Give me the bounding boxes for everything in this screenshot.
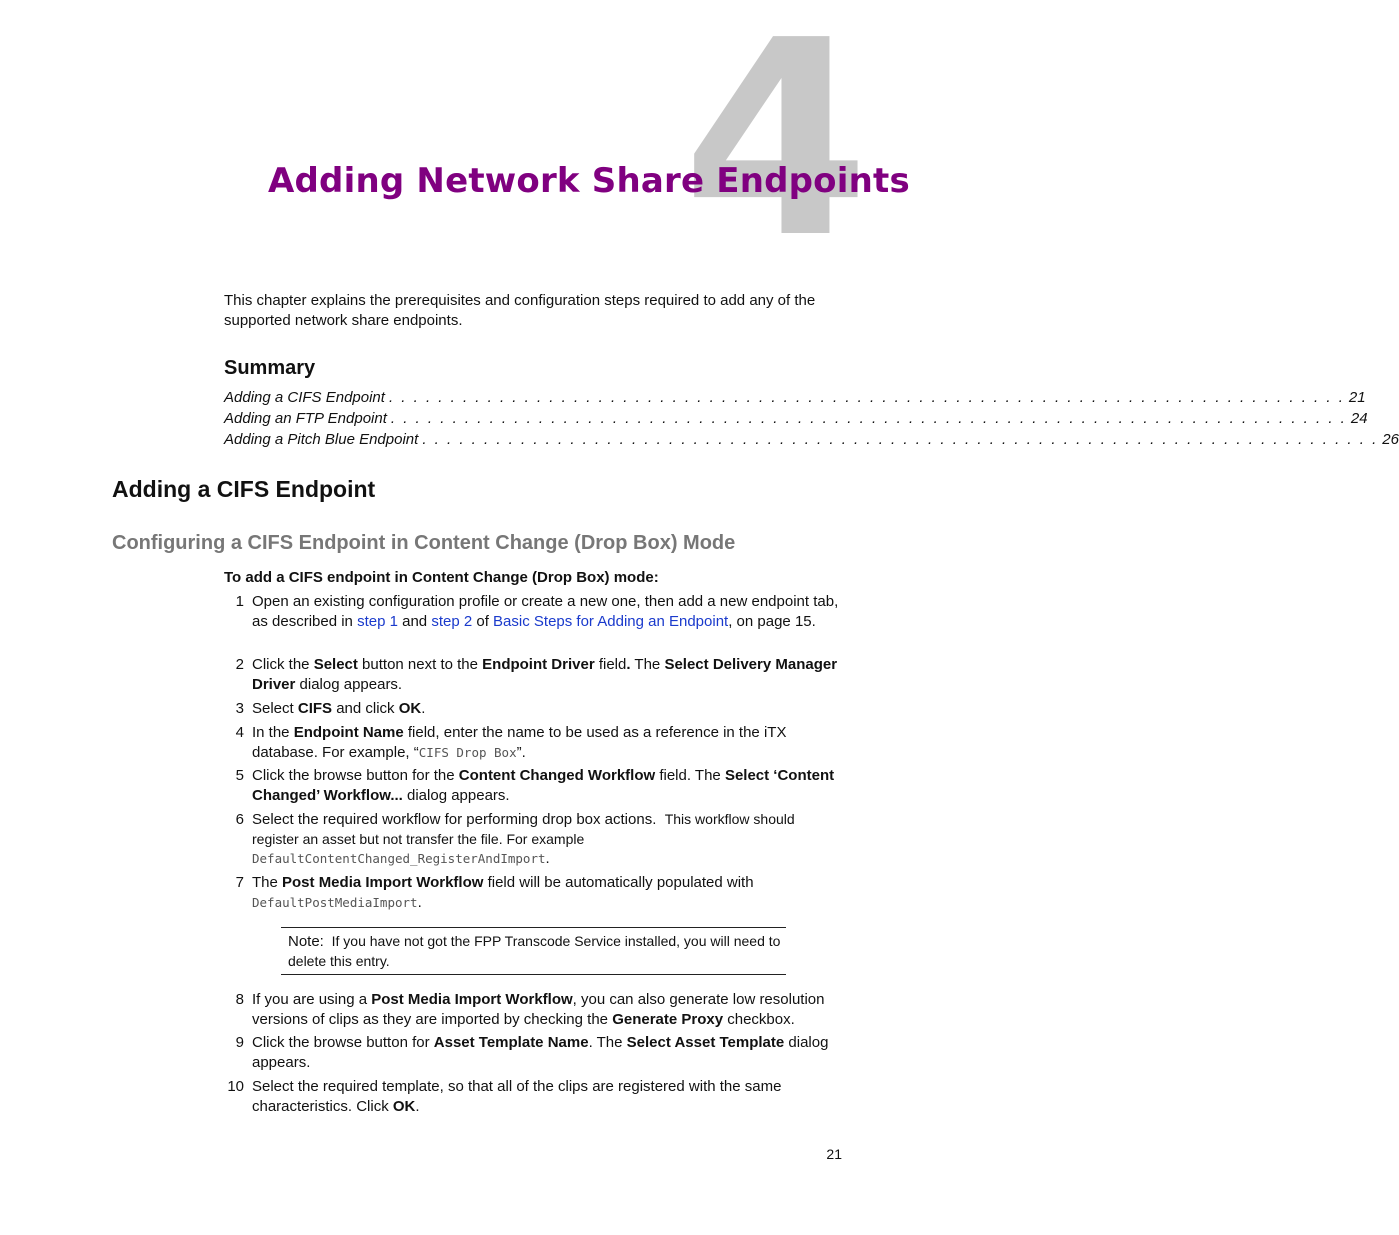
toc-entry-ftp[interactable]	[224, 408, 1368, 429]
toc-entry-pitch-blue[interactable]	[224, 429, 1399, 450]
step-number: 1	[235, 593, 244, 610]
step-number: 7	[235, 874, 244, 891]
step-1-link[interactable]: step 1	[357, 612, 398, 630]
procedure-intro: To add a CIFS endpoint in Content Change (Drop Box) mode:	[224, 569, 659, 586]
example-code: CIFS Drop Box	[418, 744, 517, 760]
step-number: 2	[235, 656, 244, 673]
intro-paragraph: This chapter explains the prerequisites and configuration steps required to add any of the supported network share endpoints.	[224, 292, 816, 329]
chapter-title: Adding Network Share Endpoints	[268, 161, 910, 201]
step-text: Select the required workflow for performing drop box actions. This workflow should register an asset but not transfer the file. For example DefaultContentChanged_RegisterAndImport.	[252, 811, 795, 867]
summary-heading: Summary	[224, 357, 316, 379]
step-2-link[interactable]: step 2	[431, 612, 473, 630]
step-text: Click the Select button next to the Endpoint Driver field. The Select Delivery Manager Driver dialog appears.	[252, 656, 838, 693]
section-heading: Adding a CIFS Endpoint	[112, 476, 376, 502]
step-number: 9	[235, 1034, 244, 1051]
toc-leader: . . . . . . . . . . . . . . . . . . . . . . . . . . . . . . . . . . . . . . . . . . . . . . . . . . . . . . . . . . . . . . . . . . . . . . . . . . . . . .	[422, 431, 1379, 448]
step-text: Click the browse button for the Content Changed Workflow field. The Select ‘Content Changed’ Workflow... dialog appears.	[252, 767, 835, 804]
toc-leader: . . . . . . . . . . . . . . . . . . . . . . . . . . . . . . . . . . . . . . . . . . . . . . . . . . . . . . . . . . . . . . . . . . . . . . . . . . . . . .	[390, 410, 1347, 427]
note-text: Note: If you have not got the FPP Transcode Service installed, you will need to delete this entry.	[288, 933, 781, 969]
note-box	[281, 927, 786, 975]
toc-entry-cifs[interactable]	[224, 387, 1366, 408]
toc-entry-page: 26	[1382, 431, 1399, 448]
step-number: 5	[235, 767, 244, 784]
step-text: In the Endpoint Name field, enter the name to be used as a reference in the iTX database. For example, “CIFS Drop Box”.	[252, 724, 787, 761]
basic-steps-link[interactable]: Basic Steps for Adding an Endpoint	[493, 612, 729, 630]
subsection-heading: Configuring a CIFS Endpoint in Content Change (Drop Box) Mode	[112, 532, 736, 554]
step-text: Select the required template, so that all of the clips are registered with the same characteristics. Click OK.	[252, 1078, 782, 1115]
step-number: 3	[235, 700, 244, 717]
step-text: Select CIFS and click OK.	[252, 700, 426, 717]
toc-entry-label: Adding a Pitch Blue Endpoint	[224, 431, 419, 448]
page-number: 21	[826, 1146, 842, 1162]
step-number: 4	[235, 724, 244, 741]
example-code: DefaultPostMediaImport	[252, 894, 418, 910]
toc-entry-label: Adding a CIFS Endpoint	[224, 389, 385, 406]
toc-entry-page: 24	[1350, 410, 1368, 427]
step-number: 6	[235, 811, 244, 828]
step-text: If you are using a Post Media Import Workflow, you can also generate low resolution versions of clips as they are imported by checking the Generate Proxy checkbox.	[252, 991, 825, 1028]
chapter-number: 4	[682, 0, 870, 297]
step-number: 8	[235, 991, 244, 1008]
step-text: The Post Media Import Workflow field will be automatically populated with DefaultPostMediaImport.	[252, 874, 754, 911]
toc-entry-page: 21	[1348, 389, 1366, 406]
toc-leader: . . . . . . . . . . . . . . . . . . . . . . . . . . . . . . . . . . . . . . . . . . . . . . . . . . . . . . . . . . . . . . . . . . . . . . . . . . . . . .	[388, 389, 1345, 406]
step-text: Open an existing configuration profile or create a new one, then add a new endpoint tab, as described in step 1 and step 2 of Basic Steps for Adding an Endpoint, on page 15.	[252, 593, 839, 630]
note-label: Note:	[288, 933, 324, 950]
toc-entry-label: Adding an FTP Endpoint	[224, 410, 387, 427]
step-number: 10	[227, 1078, 244, 1095]
step-text: Click the browse button for Asset Template Name. The Select Asset Template dialog appears.	[252, 1034, 829, 1071]
example-code: DefaultContentChanged_RegisterAndImport	[252, 851, 546, 866]
